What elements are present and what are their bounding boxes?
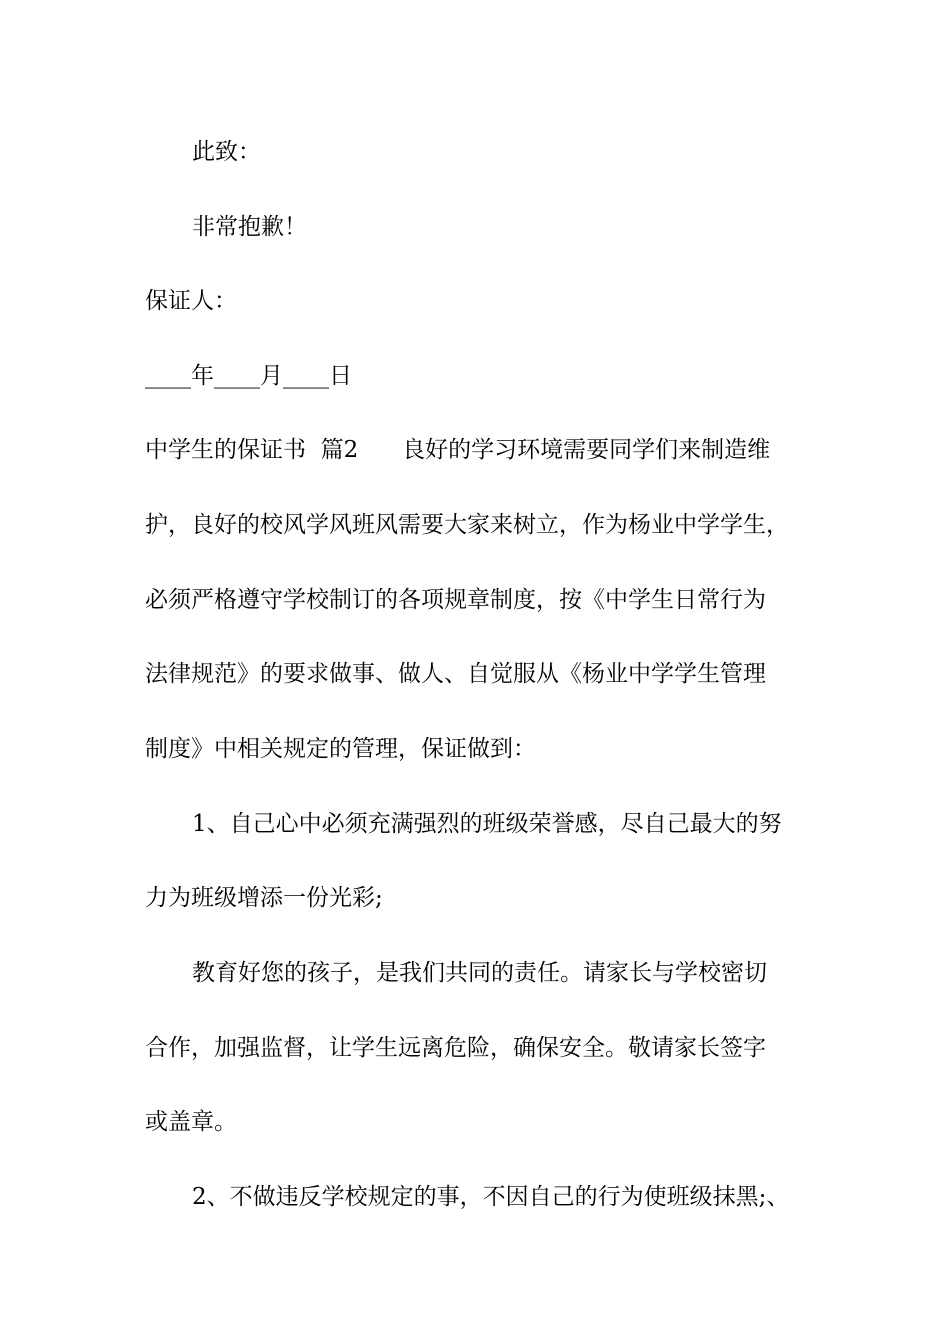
parent-note-line: 教育好您的孩子，是我们共同的责任。请家长与学校密切 xyxy=(192,960,767,986)
paragraph-line: 必须严格遵守学校制订的各项规章制度，按《中学生日常行为 xyxy=(145,587,766,613)
list-item-2-line: 2、不做违反学校规定的事，不因自己的行为使班级抹黑;、 xyxy=(192,1184,790,1210)
date-blank-line: ____年____月____日 xyxy=(145,363,352,389)
closing-salutation: 此致： xyxy=(192,139,261,165)
paragraph-line: 法律规范》的要求做事、做人、自觉服从《杨业中学学生管理 xyxy=(145,661,766,687)
parent-note-line: 合作，加强监督，让学生远离危险，确保安全。敬请家长签字 xyxy=(145,1035,766,1061)
paragraph-line: 制度》中相关规定的管理，保证做到： xyxy=(145,736,536,762)
guarantor-label: 保证人： xyxy=(145,288,237,314)
apology-line: 非常抱歉！ xyxy=(192,214,307,240)
paragraph-line: 护，良好的校风学风班风需要大家来树立，作为杨业中学学生， xyxy=(145,512,789,538)
list-item-1-line: 力为班级增添一份光彩; xyxy=(145,885,383,911)
section-heading-line: 中学生的保证书 篇2 良好的学习环境需要同学们来制造维 xyxy=(145,437,771,463)
parent-note-line: 或盖章。 xyxy=(145,1109,237,1135)
list-item-1-line: 1、自己心中必须充满强烈的班级荣誉感，尽自己最大的努 xyxy=(192,811,782,837)
